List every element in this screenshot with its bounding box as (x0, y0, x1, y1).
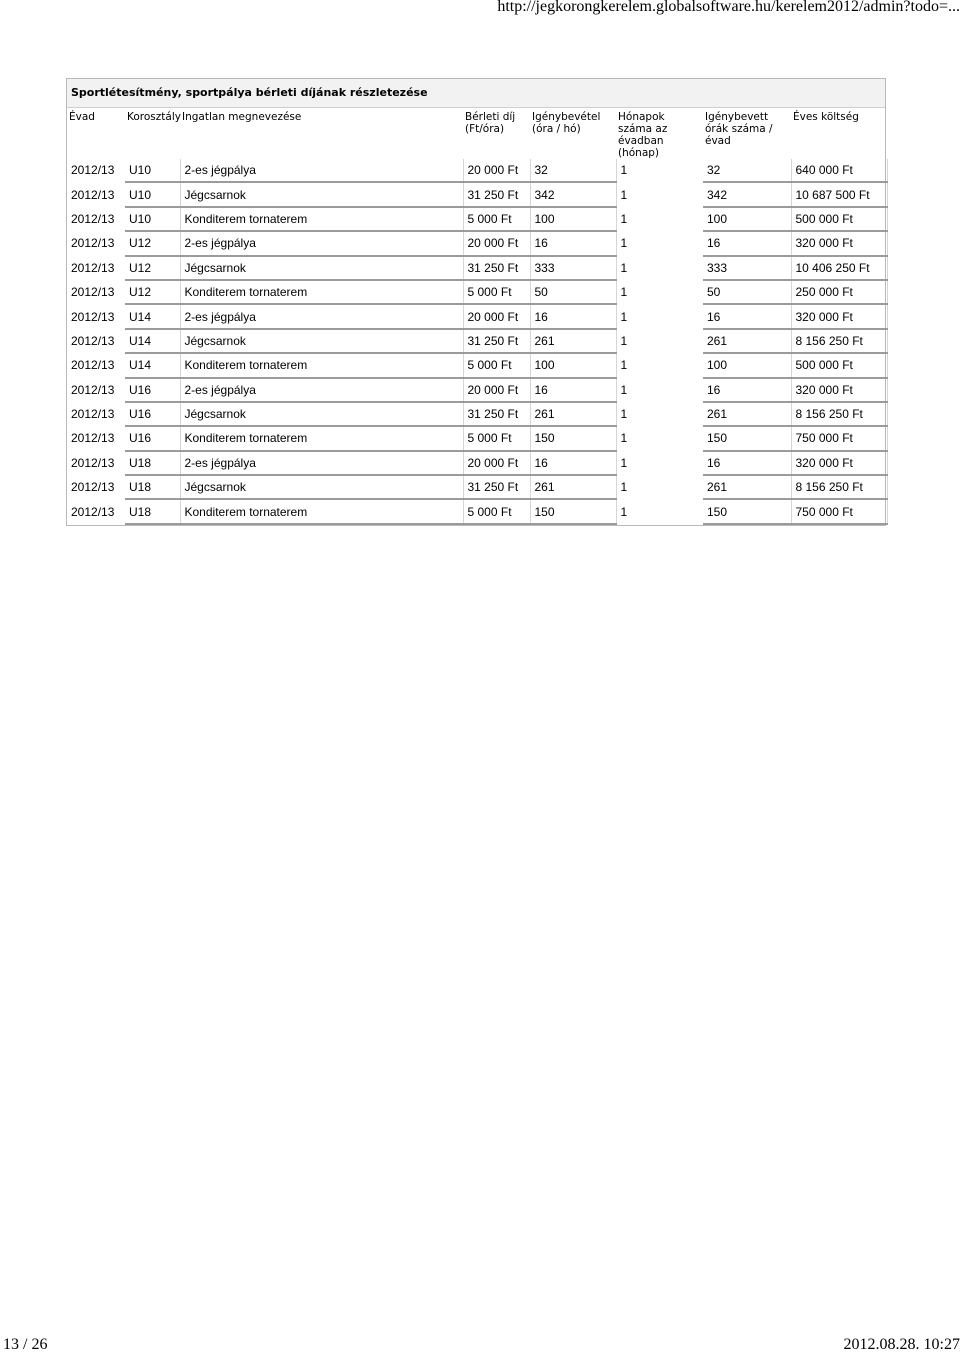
cell-eves: 250 000 Ft (791, 280, 887, 304)
cell-igenybevetel: 150 (530, 499, 616, 523)
rental-fee-table (67, 108, 888, 525)
cell-honapok: 1 (620, 309, 628, 324)
cell-ingatlan: 2-es jégpálya (180, 304, 463, 328)
table-row (67, 499, 887, 523)
cell-eves: 10 687 500 Ft (791, 182, 887, 206)
cell-orak: 100 (703, 353, 791, 377)
cell-korosztaly: U10 (125, 182, 180, 206)
cell-igenybevetel: 100 (530, 353, 616, 377)
cell-ingatlan: Konditerem tornaterem (180, 207, 463, 231)
cell-berleti: 20 000 Ft (463, 231, 530, 255)
table-body (67, 159, 887, 524)
cell-ingatlan: 2-es jégpálya (180, 231, 463, 255)
cell-korosztaly: U18 (125, 499, 180, 523)
cell-evad: 2012/13 (71, 285, 115, 300)
cell-evad: 2012/13 (71, 333, 115, 348)
cell-berleti: 20 000 Ft (463, 159, 530, 182)
cell-honapok: 1 (620, 163, 628, 178)
cell-ingatlan: Konditerem tornaterem (180, 426, 463, 450)
cell-eves: 8 156 250 Ft (791, 475, 887, 499)
cell-honapok: 1 (620, 431, 628, 446)
table-row (67, 207, 887, 231)
cell-igenybevetel: 16 (530, 378, 616, 402)
cell-igenybevetel: 333 (530, 256, 616, 280)
cell-igenybevetel: 16 (530, 304, 616, 328)
cell-orak: 150 (703, 426, 791, 450)
cell-honapok: 1 (620, 480, 628, 495)
cell-korosztaly: U12 (125, 280, 180, 304)
cell-igenybevetel: 100 (530, 207, 616, 231)
table-row (67, 426, 887, 450)
cell-evad: 2012/13 (71, 187, 115, 202)
cell-igenybevetel: 261 (530, 402, 616, 426)
cell-evad: 2012/13 (71, 309, 115, 324)
table-row (67, 159, 887, 182)
cell-igenybevetel: 261 (530, 475, 616, 499)
cell-orak: 261 (703, 402, 791, 426)
cell-ingatlan: Jégcsarnok (180, 475, 463, 499)
cell-honapok: 1 (620, 187, 628, 202)
cell-ingatlan: Konditerem tornaterem (180, 280, 463, 304)
table-row (67, 256, 887, 280)
cell-korosztaly: U14 (125, 353, 180, 377)
cell-igenybevetel: 342 (530, 182, 616, 206)
cell-orak: 100 (703, 207, 791, 231)
cell-ingatlan: Jégcsarnok (180, 402, 463, 426)
table-row (67, 182, 887, 206)
cell-korosztaly: U12 (125, 231, 180, 255)
cell-korosztaly: U18 (125, 475, 180, 499)
cell-orak: 16 (703, 304, 791, 328)
cell-korosztaly: U10 (125, 159, 180, 182)
cell-honapok: 1 (620, 504, 628, 519)
table-row (67, 353, 887, 377)
table-row (67, 304, 887, 328)
cell-eves: 8 156 250 Ft (791, 402, 887, 426)
cell-orak: 50 (703, 280, 791, 304)
cell-korosztaly: U10 (125, 207, 180, 231)
cell-berleti: 20 000 Ft (463, 304, 530, 328)
cell-ingatlan: Konditerem tornaterem (180, 499, 463, 523)
print-timestamp: 2012.08.28. 10:27 (843, 1336, 960, 1353)
cell-orak: 342 (703, 182, 791, 206)
cell-orak: 333 (703, 256, 791, 280)
cell-evad: 2012/13 (71, 382, 115, 397)
cell-igenybevetel: 50 (530, 280, 616, 304)
cell-orak: 261 (703, 329, 791, 353)
cell-korosztaly: U16 (125, 402, 180, 426)
cell-igenybevetel: 261 (530, 329, 616, 353)
cell-korosztaly: U16 (125, 378, 180, 402)
cell-ingatlan: Jégcsarnok (180, 182, 463, 206)
page-url: http://jegkorongkerelem.globalsoftware.hu/kerelem2012/admin?todo=... (497, 0, 960, 15)
col-header-ingatlan: Ingatlan megnevezése (182, 111, 302, 123)
cell-korosztaly: U18 (125, 451, 180, 475)
cell-berleti: 20 000 Ft (463, 378, 530, 402)
cell-berleti: 5 000 Ft (463, 280, 530, 304)
cell-evad: 2012/13 (71, 211, 115, 226)
table-row (67, 402, 887, 426)
cell-honapok: 1 (620, 236, 628, 251)
cell-korosztaly: U14 (125, 304, 180, 328)
panel-title: Sportlétesítmény, sportpálya bérleti díjának részletezése (67, 79, 885, 108)
cell-berleti: 5 000 Ft (463, 353, 530, 377)
cell-eves: 320 000 Ft (791, 304, 887, 328)
cell-korosztaly: U16 (125, 426, 180, 450)
cell-eves: 500 000 Ft (791, 353, 887, 377)
cell-eves: 750 000 Ft (791, 426, 887, 450)
cell-orak: 261 (703, 475, 791, 499)
cell-evad: 2012/13 (71, 358, 115, 373)
table-row (67, 231, 887, 255)
cell-eves: 640 000 Ft (791, 159, 887, 182)
cell-berleti: 31 250 Ft (463, 329, 530, 353)
cell-eves: 320 000 Ft (791, 451, 887, 475)
cell-korosztaly: U12 (125, 256, 180, 280)
cell-ingatlan: 2-es jégpálya (180, 451, 463, 475)
cell-ingatlan: Jégcsarnok (180, 256, 463, 280)
col-header-eves: Éves költség (793, 111, 859, 123)
cell-eves: 10 406 250 Ft (791, 256, 887, 280)
cell-orak: 150 (703, 499, 791, 523)
col-header-evad: Évad (69, 111, 95, 123)
cell-honapok: 1 (620, 358, 628, 373)
table-row (67, 475, 887, 499)
cell-berleti: 31 250 Ft (463, 182, 530, 206)
cell-evad: 2012/13 (71, 163, 115, 178)
cell-evad: 2012/13 (71, 504, 115, 519)
cell-ingatlan: Konditerem tornaterem (180, 353, 463, 377)
page-number: 13 / 26 (3, 1336, 48, 1353)
cell-honapok: 1 (620, 333, 628, 348)
cell-honapok: 1 (620, 382, 628, 397)
cell-eves: 500 000 Ft (791, 207, 887, 231)
col-header-igenybevetel: Igénybevétel (óra / hó) (532, 111, 601, 135)
cell-evad: 2012/13 (71, 431, 115, 446)
cell-berleti: 31 250 Ft (463, 402, 530, 426)
cell-igenybevetel: 16 (530, 451, 616, 475)
cell-evad: 2012/13 (71, 455, 115, 470)
cell-orak: 16 (703, 451, 791, 475)
table-row (67, 451, 887, 475)
cell-orak: 16 (703, 378, 791, 402)
cell-orak: 16 (703, 231, 791, 255)
cell-ingatlan: 2-es jégpálya (180, 159, 463, 182)
cell-orak: 32 (703, 159, 791, 182)
cell-honapok: 1 (620, 260, 628, 275)
cell-evad: 2012/13 (71, 480, 115, 495)
cell-honapok: 1 (620, 407, 628, 422)
cell-ingatlan: 2-es jégpálya (180, 378, 463, 402)
table-header-row (67, 108, 887, 159)
cell-berleti: 5 000 Ft (463, 207, 530, 231)
cell-honapok: 1 (620, 211, 628, 226)
cell-berleti: 5 000 Ft (463, 499, 530, 523)
cell-honapok: 1 (620, 285, 628, 300)
table-row (67, 378, 887, 402)
cell-ingatlan: Jégcsarnok (180, 329, 463, 353)
cell-honapok: 1 (620, 455, 628, 470)
cell-evad: 2012/13 (71, 407, 115, 422)
col-header-korosztaly: Korosztály (127, 111, 181, 123)
cell-eves: 320 000 Ft (791, 231, 887, 255)
cell-berleti: 20 000 Ft (463, 451, 530, 475)
col-header-orak: Igénybevett órák száma / évad (705, 111, 773, 147)
cell-evad: 2012/13 (71, 260, 115, 275)
cell-berleti: 31 250 Ft (463, 475, 530, 499)
cell-igenybevetel: 150 (530, 426, 616, 450)
cell-eves: 320 000 Ft (791, 378, 887, 402)
cell-igenybevetel: 16 (530, 231, 616, 255)
cell-korosztaly: U14 (125, 329, 180, 353)
rental-fee-panel (66, 78, 886, 526)
cell-berleti: 31 250 Ft (463, 256, 530, 280)
cell-eves: 750 000 Ft (791, 499, 887, 523)
table-row (67, 329, 887, 353)
cell-berleti: 5 000 Ft (463, 426, 530, 450)
cell-evad: 2012/13 (71, 236, 115, 251)
col-header-honapok: Hónapok száma az évadban (hónap) (618, 111, 668, 159)
col-header-berleti: Bérleti díj (Ft/óra) (465, 111, 516, 135)
table-row (67, 280, 887, 304)
cell-igenybevetel: 32 (530, 159, 616, 182)
cell-eves: 8 156 250 Ft (791, 329, 887, 353)
